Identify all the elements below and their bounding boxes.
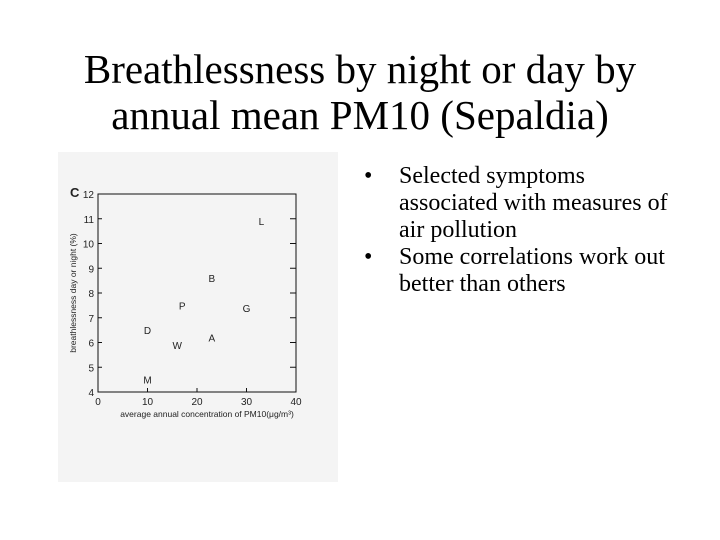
panel-label: C [70, 185, 80, 200]
data-point-P: P [178, 301, 186, 313]
x-tick-label: 20 [191, 397, 203, 408]
title-line-2: annual mean PM10 (Sepaldia) [111, 92, 609, 138]
x-tick-label: 0 [95, 397, 101, 408]
bullet-text: Selected symptoms associated with measures of air pollution [399, 163, 668, 243]
data-point-G: G [242, 303, 251, 315]
scatter-chart [58, 152, 338, 482]
y-tick-label: 12 [82, 190, 94, 201]
x-tick-label: 40 [290, 397, 302, 408]
data-point-D: D [143, 326, 152, 338]
scatter-figure [58, 152, 338, 482]
bullet-list [362, 163, 682, 298]
y-tick-label: 8 [88, 289, 94, 300]
bullet-text: Some correlations work out better than others [399, 244, 665, 297]
bullet-glyph: • [364, 163, 373, 189]
data-point-W: W [172, 340, 182, 352]
plot-frame [98, 194, 296, 392]
data-point-B: B [208, 274, 216, 286]
x-tick-label: 10 [141, 397, 154, 408]
y-tick-label: 11 [83, 214, 94, 226]
y-tick-label: 10 [82, 239, 94, 251]
y-tick-label: 9 [88, 264, 94, 276]
data-point-L: L [258, 217, 265, 229]
bullet-item [362, 163, 682, 244]
y-tick-label: 6 [88, 338, 94, 350]
data-point-M: M [143, 375, 152, 387]
bullet-item [362, 244, 682, 298]
y-axis-label: breathlessness day or night (%) [68, 233, 78, 353]
title-line-1: Breathlessness by night or day by [83, 46, 637, 92]
y-tick-label: 5 [88, 363, 94, 375]
bullet-glyph: • [364, 244, 373, 270]
x-axis-label: average annual concentration of PM10(μg/m³) [120, 409, 294, 419]
x-tick-label: 30 [240, 397, 253, 408]
slide-title [20, 46, 700, 138]
y-tick-label: 7 [88, 313, 94, 325]
y-tick-label: 4 [88, 388, 94, 399]
data-point-A: A [208, 333, 216, 345]
